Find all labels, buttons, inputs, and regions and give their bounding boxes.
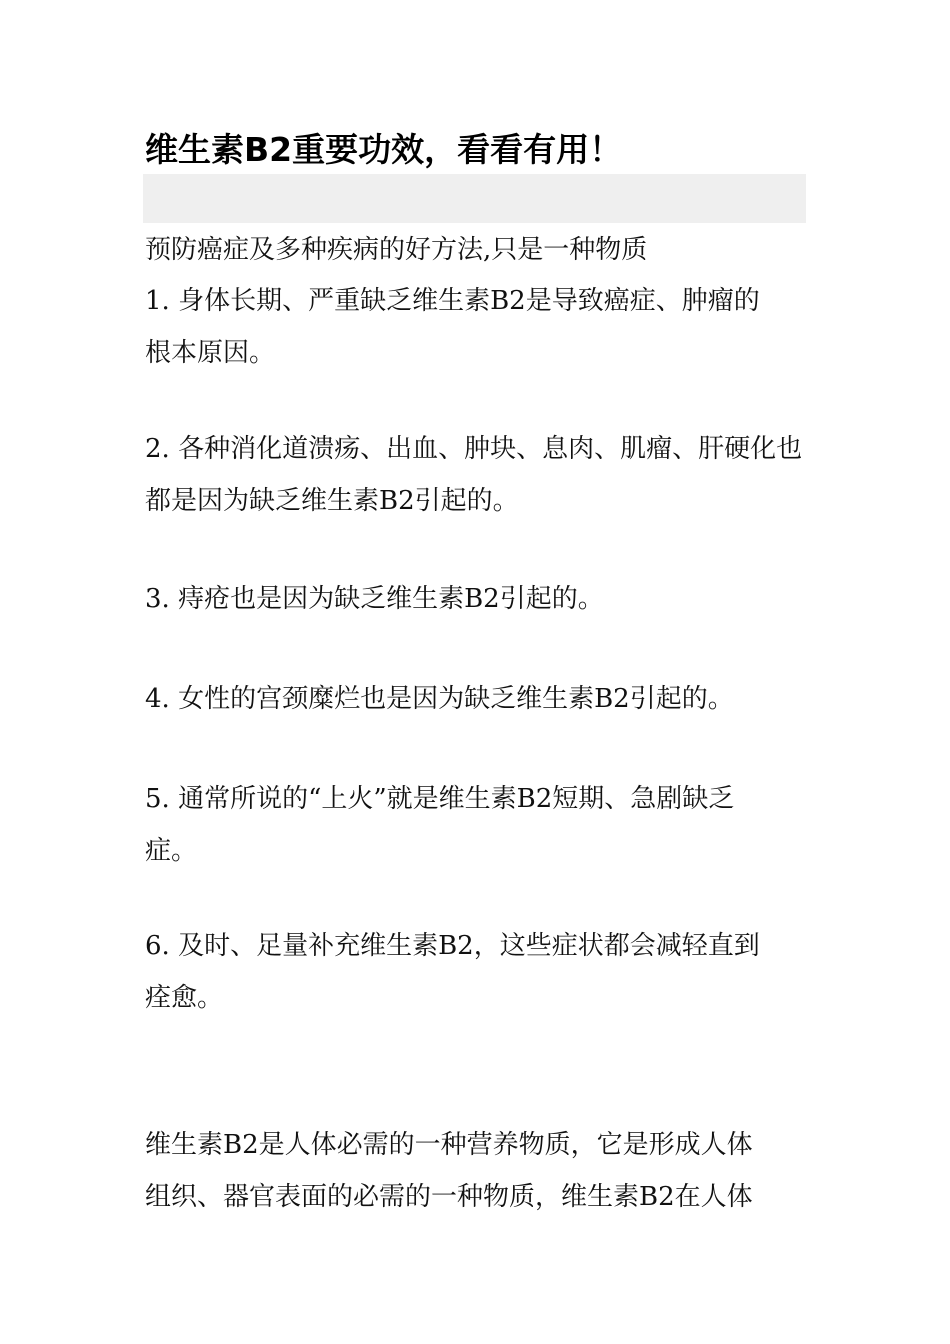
paragraph-4 bbox=[145, 673, 810, 725]
paragraph-2-line-2: 都是因为缺乏维生素B2引起的。 bbox=[145, 486, 519, 516]
paragraph-6-line-1: 6. 及时、足量补充维生素B2，这些症状都会减轻直到 bbox=[145, 931, 760, 961]
paragraph-7-line-2: 组织、器官表面的必需的一种物质，维生素B2在人体 bbox=[145, 1182, 753, 1212]
paragraph-4-line-1: 4. 女性的宫颈糜烂也是因为缺乏维生素B2引起的。 bbox=[145, 684, 734, 714]
paragraph-3-line-1: 3. 痔疮也是因为缺乏维生素B2引起的。 bbox=[145, 584, 604, 614]
gray-banner-bar bbox=[143, 174, 806, 223]
paragraph-5-line-1: 5. 通常所说的“上火”就是维生素B2短期、急剧缺乏 bbox=[145, 784, 735, 814]
paragraph-2 bbox=[145, 423, 810, 527]
paragraph-7-line-1: 维生素B2是人体必需的一种营养物质，它是形成人体 bbox=[145, 1130, 753, 1160]
paragraph-2-line-1: 2. 各种消化道溃疡、出血、肿块、息肉、肌瘤、肝硬化也 bbox=[145, 434, 803, 464]
paragraph-1 bbox=[145, 275, 810, 379]
paragraph-6-line-2: 痊愈。 bbox=[145, 983, 224, 1013]
paragraph-1-line-2: 根本原因。 bbox=[145, 338, 276, 368]
intro-line: 预防癌症及多种疾病的好方法,只是一种物质 bbox=[145, 235, 648, 265]
paragraph-7 bbox=[145, 1119, 810, 1223]
article-title: 维生素B2重要功效，看看有用！ bbox=[145, 130, 623, 169]
paragraph-1-line-1: 1. 身体长期、严重缺乏维生素B2是导致癌症、肿瘤的 bbox=[145, 286, 760, 316]
paragraph-5-line-2: 症。 bbox=[145, 836, 198, 866]
paragraph-5 bbox=[145, 773, 810, 877]
paragraph-6 bbox=[145, 920, 810, 1024]
paragraph-3 bbox=[145, 573, 810, 625]
